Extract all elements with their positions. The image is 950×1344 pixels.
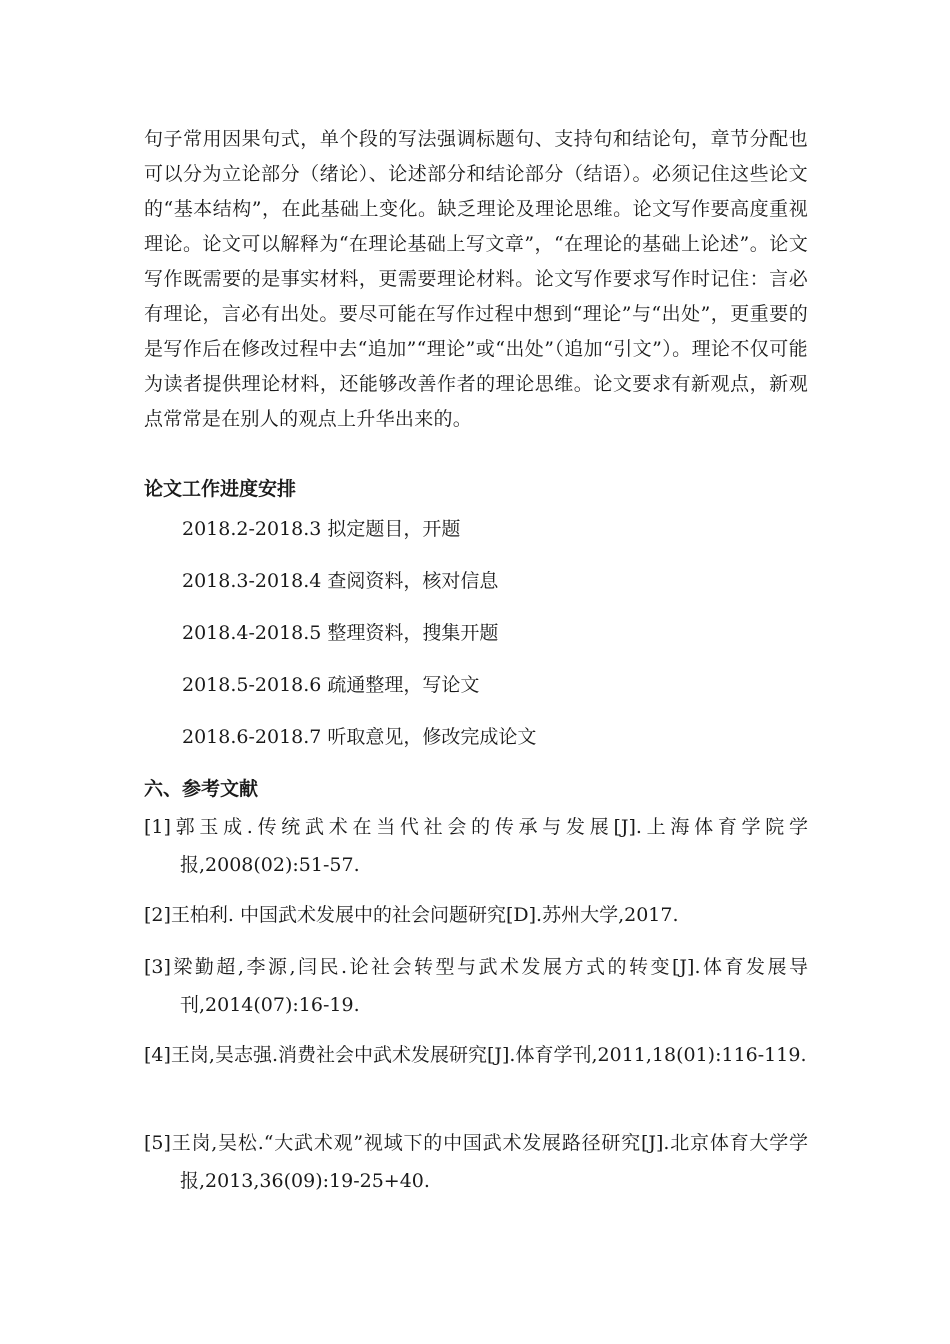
schedule-item: 2018.4-2018.5 整理资料，搜集开题 [182, 622, 499, 644]
reference-item: [2]王柏利. 中国武术发展中的社会问题研究[D].苏州大学,2017. [144, 904, 679, 926]
body-paragraph: 句子常用因果句式，单个段的写法强调标题句、支持句和结论句，章节分配也可以分为立论部分（绪论）、论述部分和结论部分（结语）。必须记住这些论文的“基本结构”，在此基础上变化。缺乏理论及理论思维。论文写作要高度重视理论。论文可以解释为“在理论基础上写文章”，“在理论的基础上论述”。论文写作既需要的是事实材料，更需要理论材料。论文写作要求写作时记住：言必有理论，言必有出处。要尽可能在写作过程中想到“理论”与“出处”，更重要的是写作后在修改过程中去“追加”“理论”或“出处”（追加“引文”）。理论不仅可能为读者提供理论材料，还能够改善作者的理论思维。论文要求有新观点，新观点常常是在别人的观点上升华出来的。 [144, 128, 808, 430]
references-heading: 六、参考文献 [144, 778, 259, 800]
schedule-heading: 论文工作进度安排 [144, 478, 297, 500]
reference-item: [3]梁勤超,李源,闫民.论社会转型与武术发展方式的转变[J].体育发展导刊,2014(07):16-19. [144, 956, 808, 1016]
reference-item: [5]王岗,吴松.“大武术观”视域下的中国武术发展路径研究[J].北京体育大学学报,2013,36(09):19-25+40. [144, 1132, 808, 1192]
schedule-item: 2018.3-2018.4 查阅资料，核对信息 [182, 570, 499, 592]
reference-item: [4]王岗,吴志强.消费社会中武术发展研究[J].体育学刊,2011,18(01):116-119. [144, 1044, 807, 1066]
schedule-item: 2018.5-2018.6 疏通整理，写论文 [182, 674, 480, 696]
schedule-item: 2018.2-2018.3 拟定题目，开题 [182, 518, 461, 540]
schedule-item: 2018.6-2018.7 听取意见，修改完成论文 [182, 726, 537, 748]
reference-item: [1]郭玉成.传统武术在当代社会的传承与发展[J].上海体育学院学报,2008(02):51-57. [144, 816, 808, 876]
